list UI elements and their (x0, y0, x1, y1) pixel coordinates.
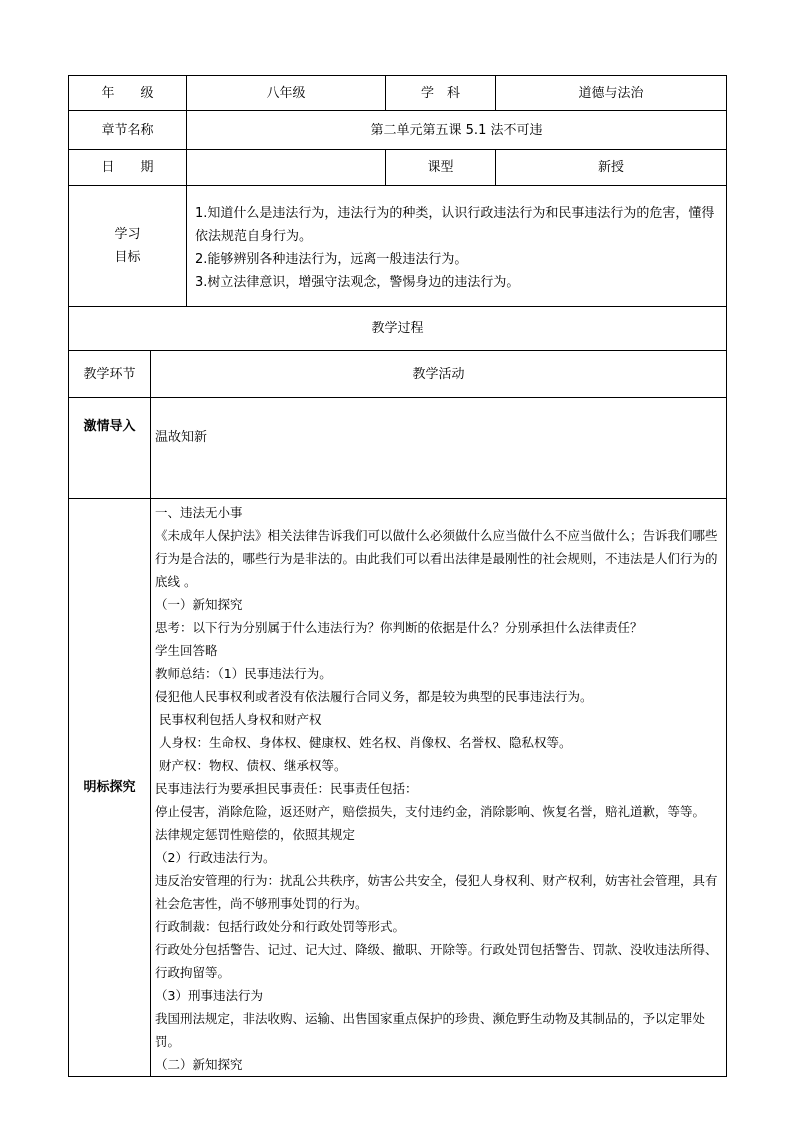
subsection-heading: （3）刑事违法行为 (155, 988, 263, 1003)
subsection-heading: （二）新知探究 (155, 1057, 243, 1072)
subject-label: 学 科 (386, 76, 496, 111)
main-stage: 明标探究 (69, 499, 151, 1077)
intro-activity: 温故知新 (151, 398, 727, 499)
objectives-label-line2: 目标 (114, 250, 141, 265)
grade-row (69, 76, 727, 111)
main-activity (151, 499, 727, 1077)
intro-row (69, 398, 727, 499)
section-heading: 一、违法无小事 (155, 505, 243, 520)
process-header-row (69, 351, 727, 398)
grade-value: 八年级 (187, 76, 386, 111)
objective-item: 2.能够辨别各种违法行为，远离一般违法行为。 (195, 252, 468, 267)
intro-stage: 激情导入 (69, 398, 151, 499)
lesson-type-label: 课型 (386, 150, 496, 186)
process-title: 教学过程 (69, 307, 727, 351)
paragraph: 停止侵害，消除危险，返还财产，赔偿损失，支付违约金，消除影响、恢复名誉，赔礼道歉，等等。 法律规定惩罚性赔偿的，依照其规定 (155, 804, 706, 842)
objective-item: 3.树立法律意识，增强守法观念，警惕身边的违法行为。 (195, 275, 520, 290)
objectives-label-line1: 学习 (114, 227, 141, 242)
paragraph: 行政制裁：包括行政处分和行政处罚等形式。 (155, 919, 406, 934)
lesson-type-value: 新授 (496, 150, 727, 186)
objectives-label (69, 186, 187, 307)
paragraph: 财产权：物权、债权、继承权等。 (159, 758, 347, 773)
paragraph: 民事违法行为要承担民事责任：民事责任包括： (155, 781, 418, 796)
subsection-heading: （2）行政违法行为。 (155, 850, 276, 865)
paragraph: 《未成年人保护法》相关法律告诉我们可以做什么必须做什么应当做什么不应当做什么；告诉我们哪些行为是合法的，哪些行为是非法的。由此我们可以看出法律是最刚性的社会规则，不违法是人们行为的底线 。 (155, 528, 718, 589)
paragraph: 民事权利包括人身权和财产权 (159, 712, 322, 727)
subsection-heading: （一）新知探究 (155, 597, 243, 612)
objectives-list (187, 186, 727, 307)
process-title-row (69, 307, 727, 351)
paragraph: 教师总结：（1）民事违法行为。 (155, 666, 332, 681)
paragraph: 人身权：生命权、身体权、健康权、姓名权、肖像权、名誉权、隐私权等。 (159, 735, 572, 750)
activity-column-header: 教学活动 (151, 351, 727, 398)
date-value (187, 150, 386, 186)
objective-item: 1.知道什么是违法行为，违法行为的种类，认识行政违法行为和民事违法行为的危害，懂得依法规范自身行为。 (195, 206, 715, 244)
question-line: 思考：以下行为分别属于什么违法行为？你判断的依据是什么？分别承担什么法律责任？ (155, 620, 643, 635)
date-row (69, 150, 727, 186)
chapter-label: 章节名称 (69, 111, 187, 150)
main-row (69, 499, 727, 1077)
objectives-row (69, 186, 727, 307)
paragraph: 违反治安管理的行为：扰乱公共秩序，妨害公共安全，侵犯人身权利、财产权利，妨害社会管理，具有社会危害性，尚不够刑事处罚的行为。 (155, 873, 718, 911)
paragraph: 侵犯他人民事权利或者没有依法履行合同义务，都是较为典型的民事违法行为。 (155, 689, 593, 704)
stage-column-header: 教学环节 (69, 351, 151, 398)
grade-label: 年 级 (69, 76, 187, 111)
chapter-value: 第二单元第五课 5.1 法不可违 (187, 111, 727, 150)
chapter-row (69, 111, 727, 150)
paragraph: 行政处分包括警告、记过、记大过、降级、撤职、开除等。行政处罚包括警告、罚款、没收违法所得、行政拘留等。 (155, 942, 718, 980)
date-label: 日 期 (69, 150, 187, 186)
subject-value: 道德与法治 (496, 76, 727, 111)
paragraph: 学生回答略 (155, 643, 218, 658)
lesson-plan-table (68, 75, 727, 1077)
paragraph: 我国刑法规定，非法收购、运输、出售国家重点保护的珍贵、濒危野生动物及其制品的，予以定罪处罚。 (155, 1011, 706, 1049)
